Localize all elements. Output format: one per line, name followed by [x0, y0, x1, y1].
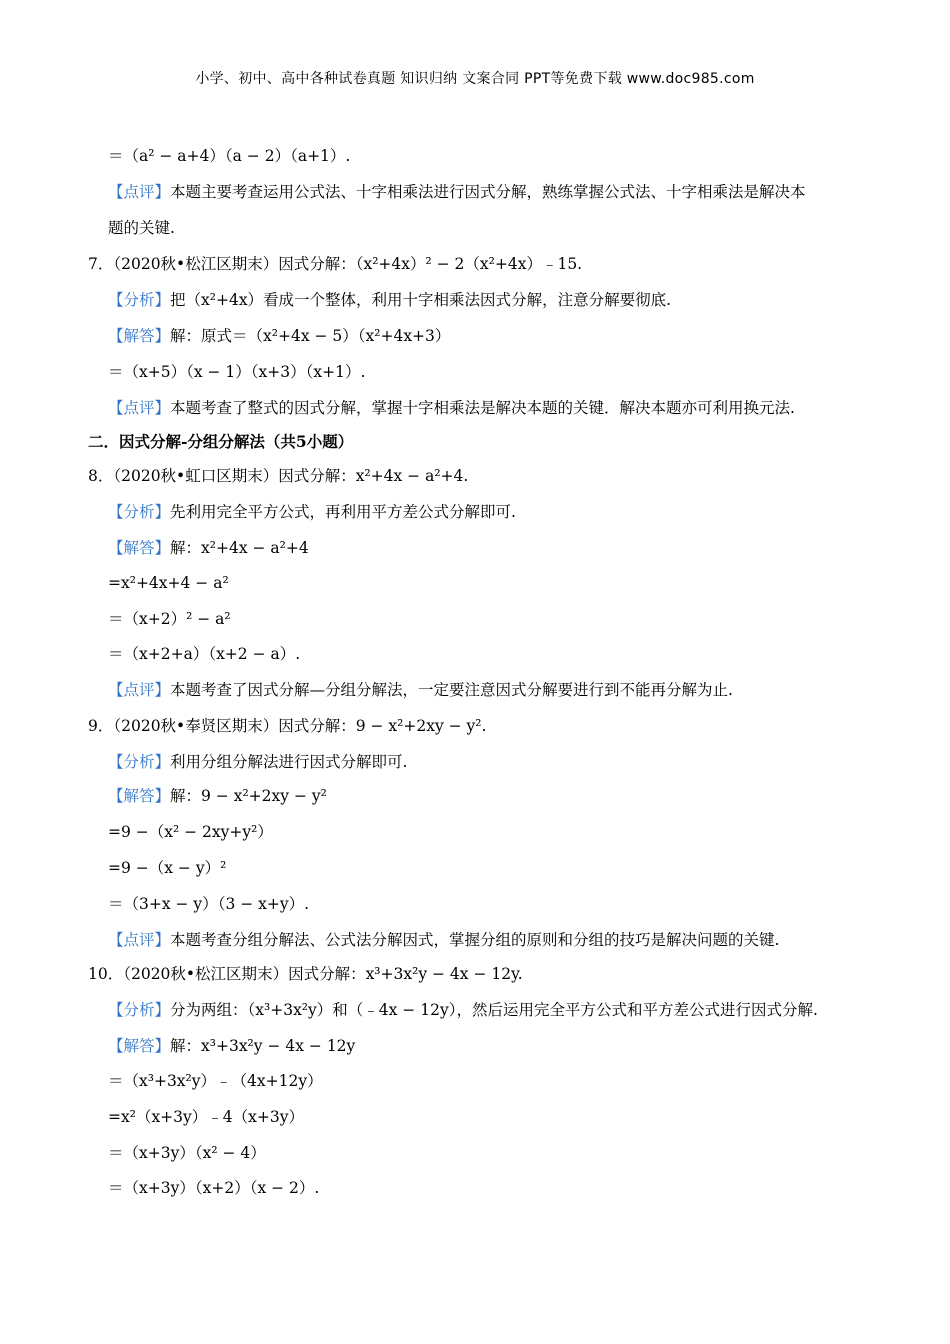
question-10: 10．（2020秋•松江区期末）因式分解：x³+3x²y − 4x − 12y. — [88, 965, 523, 983]
analysis-tag: 【分析】 — [108, 291, 171, 309]
analysis-line — [108, 752, 407, 772]
page-header: 小学、初中、高中各种试卷真题 知识归纳 文案合同 PPT等免费下载 www.doc985.com — [195, 71, 755, 87]
question-8: 8．（2020秋•虹口区期末）因式分解：x²+4x − a²+4. — [88, 467, 469, 485]
solution-tag: 【解答】 — [108, 539, 171, 557]
solution-step: ＝（x+3y）（x+2）（x − 2）. — [108, 1179, 320, 1197]
solution-text: 解：9 − x²+2xy − y² — [170, 787, 327, 805]
solution-step: ＝（x+2+a）（x+2 − a）. — [108, 645, 301, 663]
review-text: 本题考查了因式分解—分组分解法，一定要注意因式分解要进行到不能再分解为止. — [170, 681, 733, 699]
analysis-text: 先利用完全平方公式，再利用平方差公式分解即可. — [170, 503, 516, 521]
solution-line — [108, 786, 327, 806]
solution-step: ＝（x+3y）（x² − 4） — [108, 1144, 266, 1162]
review-text: 本题主要考查运用公式法、十字相乘法进行因式分解，熟练掌握公式法、十字相乘法是解决本 — [170, 183, 806, 201]
solution-tag: 【解答】 — [108, 787, 171, 805]
solution-tag: 【解答】 — [108, 327, 171, 345]
solution-line — [108, 326, 450, 346]
review-tag: 【点评】 — [108, 931, 171, 949]
analysis-text: 利用分组分解法进行因式分解即可. — [170, 753, 408, 771]
solution-step: ＝（x³+3x²y）﹣（4x+12y） — [108, 1072, 323, 1090]
review-tag: 【点评】 — [108, 183, 171, 201]
analysis-tag: 【分析】 — [108, 1001, 171, 1019]
solution-text: 解：x²+4x − a²+4 — [170, 539, 309, 557]
analysis-text: 分为两组：（x³+3x²y）和（﹣4x − 12y），然后运用完全平方公式和平方差公式进行因式分解. — [170, 1001, 818, 1019]
solution-step: =x²（x+3y）﹣4（x+3y） — [108, 1108, 304, 1126]
solution-line — [108, 538, 309, 558]
solution-text: 解：原式＝（x²+4x − 5）（x²+4x+3） — [170, 327, 451, 345]
analysis-tag: 【分析】 — [108, 753, 171, 771]
solution-step: ＝（x+2）² − a² — [108, 610, 231, 628]
solution-text: 解：x³+3x²y − 4x − 12y — [170, 1037, 356, 1055]
review-tag: 【点评】 — [108, 399, 171, 417]
analysis-tag: 【分析】 — [108, 503, 171, 521]
analysis-line — [108, 1000, 818, 1020]
question-7: 7．（2020秋•松江区期末）因式分解：（x²+4x）² − 2（x²+4x）﹣15. — [88, 255, 583, 273]
analysis-line — [108, 290, 671, 310]
review-line — [108, 930, 779, 950]
answer-line: ＝（a² − a+4）（a − 2）（a+1）. — [108, 147, 351, 165]
solution-step: =x²+4x+4 − a² — [108, 574, 229, 592]
question-9: 9．（2020秋•奉贤区期末）因式分解：9 − x²+2xy − y². — [88, 717, 487, 735]
review-line — [108, 398, 795, 418]
solution-step: ＝（x+5）（x − 1）（x+3）（x+1）. — [108, 363, 366, 381]
solution-tag: 【解答】 — [108, 1037, 171, 1055]
solution-line — [108, 1036, 355, 1056]
review-text: 本题考查了整式的因式分解，掌握十字相乘法是解决本题的关键．解决本题亦可利用换元法. — [170, 399, 795, 417]
solution-step: =9 −（x − y）² — [108, 859, 227, 877]
analysis-text: 把（x²+4x）看成一个整体，利用十字相乘法因式分解，注意分解要彻底. — [170, 291, 671, 309]
review-line — [108, 182, 806, 202]
review-text: 本题考查分组分解法、公式法分解因式，掌握分组的原则和分组的技巧是解决问题的关键. — [170, 931, 780, 949]
section-heading: 二．因式分解-分组分解法（共5小题） — [88, 432, 354, 451]
solution-step: =9 −（x² − 2xy+y²） — [108, 823, 273, 841]
review-line — [108, 680, 733, 700]
analysis-line — [108, 502, 516, 522]
review-continuation: 题的关键. — [108, 219, 175, 237]
solution-step: ＝（3+x − y）（3 − x+y）. — [108, 895, 310, 913]
review-tag: 【点评】 — [108, 681, 171, 699]
